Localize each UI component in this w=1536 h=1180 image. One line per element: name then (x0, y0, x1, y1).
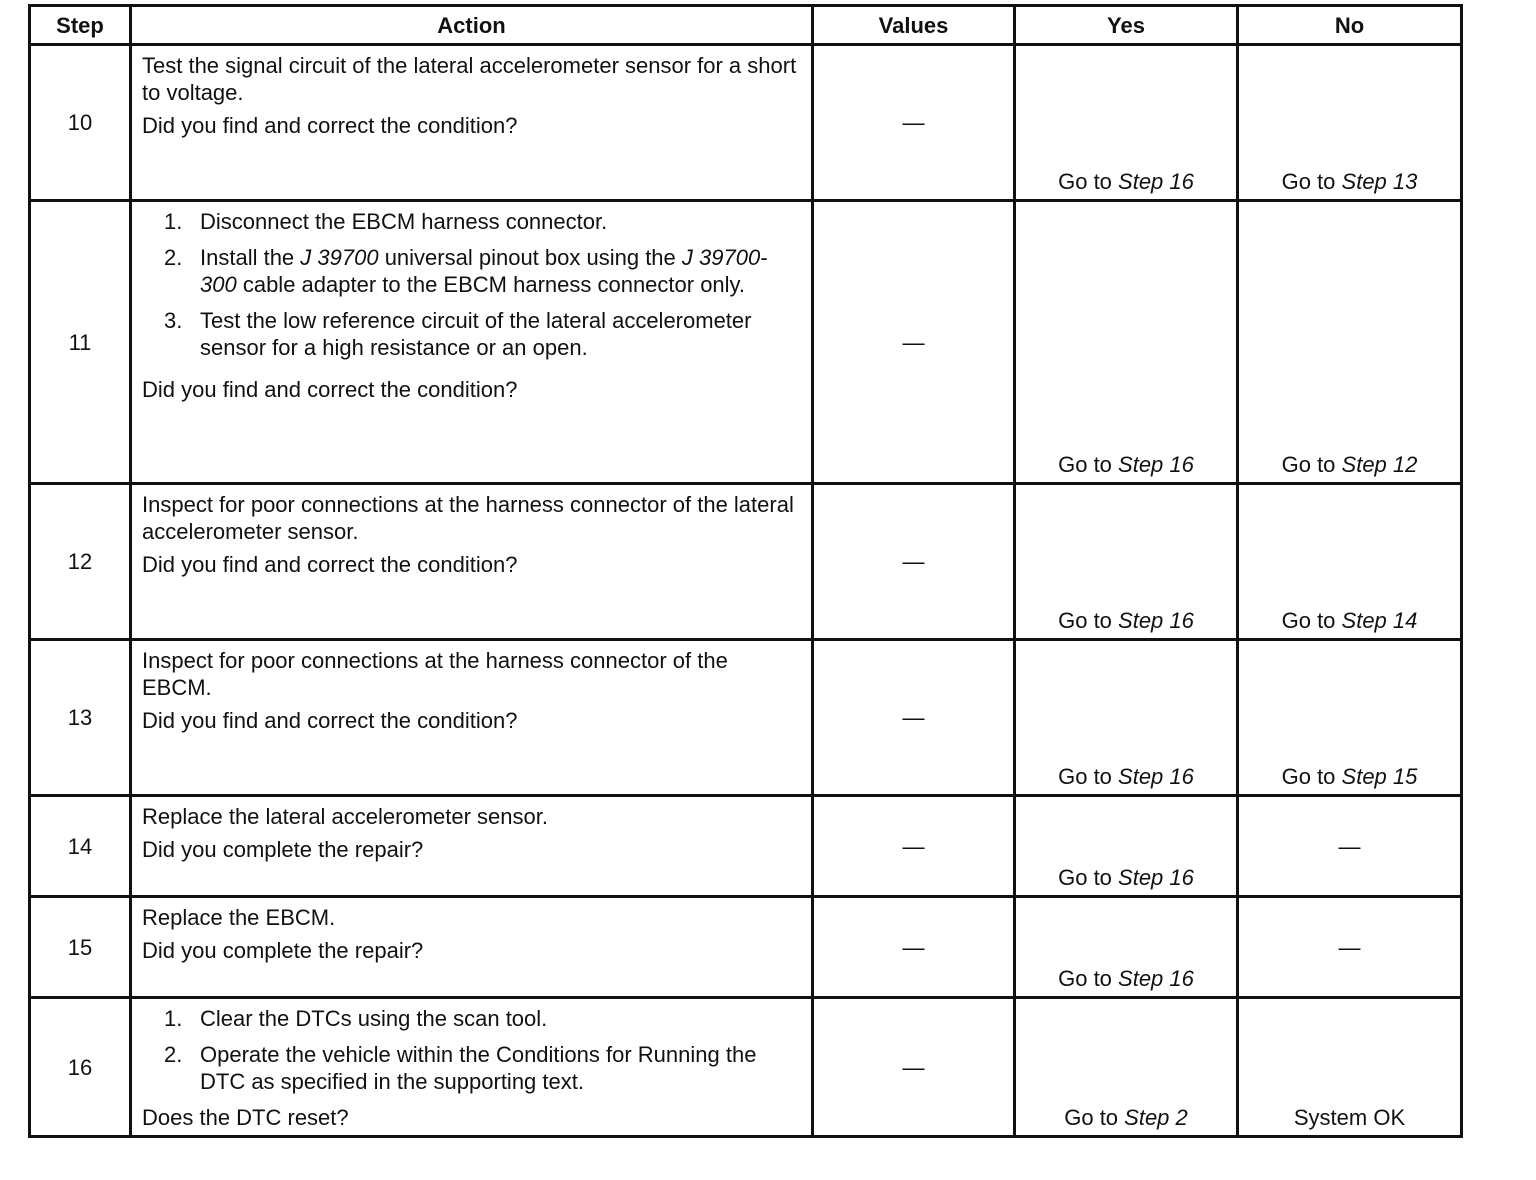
no-cell: — (1238, 897, 1462, 998)
value-cell: — (813, 484, 1015, 640)
yes-prefix: Go to (1064, 1105, 1125, 1130)
table-row-step-10 (30, 45, 1462, 201)
yes-step-link[interactable]: Step 16 (1118, 764, 1194, 789)
no-step-link[interactable]: Step 14 (1341, 608, 1418, 633)
step-number: 11 (30, 201, 131, 484)
step-number: 10 (30, 45, 131, 201)
tool-reference: J 39700-300 (200, 245, 768, 297)
table-row-step-13 (30, 640, 1462, 796)
yes-step-link[interactable]: Step 16 (1118, 865, 1194, 890)
yes-prefix: Go to (1058, 966, 1119, 991)
action-question: Did you complete the repair? (142, 837, 424, 862)
action-cell (131, 998, 813, 1137)
diagnostic-table-sheet (28, 4, 1460, 1138)
tool-reference: J 39700 (300, 245, 379, 270)
table-row-step-12 (30, 484, 1462, 640)
yes-step-link[interactable]: Step 16 (1118, 169, 1194, 194)
yes-prefix: Go to (1058, 608, 1119, 633)
substep-item: 1. Clear the DTCs using the scan tool. (164, 1006, 548, 1031)
action-text: Test the signal circuit of the lateral accelerometer sensor for a short to voltage. (142, 53, 797, 105)
header-action: Action (131, 6, 813, 45)
table-row-step-15 (30, 897, 1462, 998)
no-prefix: Go to (1281, 608, 1342, 633)
no-cell: — (1238, 796, 1462, 897)
action-cell (131, 796, 813, 897)
value-cell: — (813, 897, 1015, 998)
no-step-link[interactable]: Step 13 (1341, 169, 1418, 194)
action-text: Replace the lateral accelerometer sensor. (142, 804, 548, 829)
yes-step-link[interactable]: Step 2 (1124, 1105, 1188, 1130)
no-step-link[interactable]: Step 12 (1341, 452, 1418, 477)
step-number: 12 (30, 484, 131, 640)
no-cell (1238, 640, 1462, 796)
substep-list (142, 1005, 801, 1104)
yes-prefix: Go to (1058, 169, 1119, 194)
yes-prefix: Go to (1058, 764, 1119, 789)
step-number: 14 (30, 796, 131, 897)
no-cell (1238, 484, 1462, 640)
action-text: Inspect for poor connections at the harness connector of the lateral accelerometer sensor. (142, 492, 794, 544)
action-question: Did you find and correct the condition? (142, 552, 518, 577)
no-cell (1238, 45, 1462, 201)
value-cell: — (813, 640, 1015, 796)
table-row-step-14 (30, 796, 1462, 897)
yes-cell (1015, 796, 1238, 897)
yes-cell (1015, 484, 1238, 640)
substep-item: 1. Disconnect the EBCM harness connector. (164, 209, 608, 234)
substep-item: 2. Operate the vehicle within the Conditions for Running the DTC as specified in the supporting text. (164, 1042, 757, 1094)
substep-list (142, 208, 801, 370)
action-question: Did you find and correct the condition? (142, 708, 518, 733)
header-values: Values (813, 6, 1015, 45)
action-cell (131, 201, 813, 484)
table-row-step-16 (30, 998, 1462, 1137)
header-no: No (1238, 6, 1462, 45)
substep-item: 2. Install the J 39700 universal pinout box using the J 39700-300 cable adapter to the EBCM harness connector only. (164, 245, 768, 297)
no-prefix: Go to (1281, 169, 1342, 194)
substep-item: 3. Test the low reference circuit of the lateral accelerometer sensor for a high resistance or an open. (164, 308, 752, 360)
yes-cell (1015, 640, 1238, 796)
value-cell: — (813, 45, 1015, 201)
yes-prefix: Go to (1058, 865, 1119, 890)
no-step-link[interactable]: Step 15 (1341, 764, 1418, 789)
header-step: Step (30, 6, 131, 45)
yes-step-link[interactable]: Step 16 (1118, 966, 1194, 991)
header-row (30, 6, 1462, 45)
no-cell: System OK (1238, 998, 1462, 1137)
value-cell: — (813, 201, 1015, 484)
action-question: Does the DTC reset? (142, 1105, 349, 1130)
yes-cell (1015, 45, 1238, 201)
no-prefix: Go to (1281, 764, 1342, 789)
yes-cell (1015, 201, 1238, 484)
step-number: 16 (30, 998, 131, 1137)
action-text: Inspect for poor connections at the harness connector of the EBCM. (142, 648, 728, 700)
action-question: Did you find and correct the condition? (142, 113, 518, 138)
action-question: Did you complete the repair? (142, 938, 424, 963)
value-cell: — (813, 796, 1015, 897)
header-yes: Yes (1015, 6, 1238, 45)
yes-step-link[interactable]: Step 16 (1118, 452, 1194, 477)
action-cell (131, 897, 813, 998)
action-cell (131, 484, 813, 640)
action-question: Did you find and correct the condition? (142, 377, 518, 402)
yes-cell (1015, 897, 1238, 998)
step-number: 15 (30, 897, 131, 998)
yes-step-link[interactable]: Step 16 (1118, 608, 1194, 633)
action-text: Replace the EBCM. (142, 905, 336, 930)
step-number: 13 (30, 640, 131, 796)
diagnostic-table (28, 4, 1463, 1138)
table-row-step-11 (30, 201, 1462, 484)
action-cell (131, 640, 813, 796)
action-cell (131, 45, 813, 201)
value-cell: — (813, 998, 1015, 1137)
no-prefix: Go to (1281, 452, 1342, 477)
yes-cell (1015, 998, 1238, 1137)
yes-prefix: Go to (1058, 452, 1119, 477)
no-cell (1238, 201, 1462, 484)
